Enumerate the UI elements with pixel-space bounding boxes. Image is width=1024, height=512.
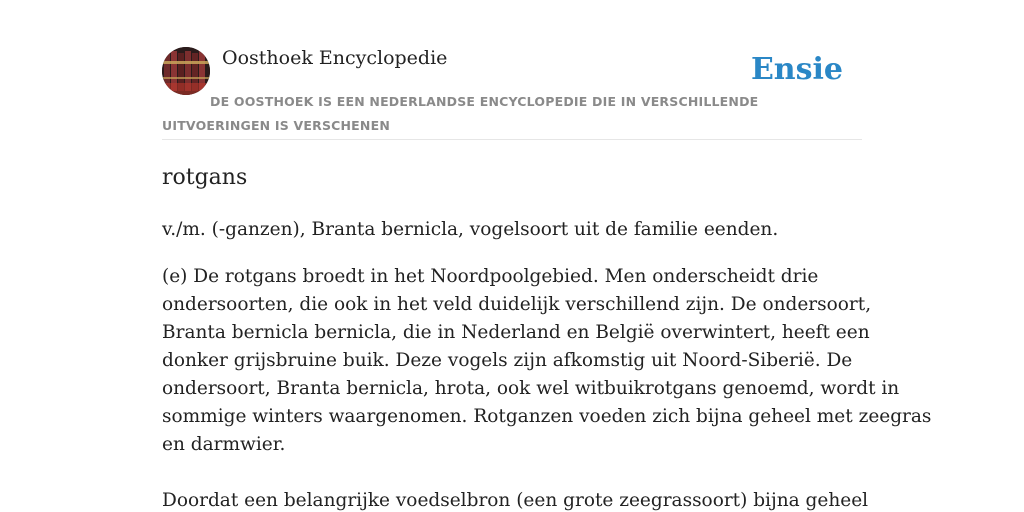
paragraph-line: donker grijsbruine buik. Deze vogels zijn afkomstig uit Noord-Siberië. De <box>162 350 853 371</box>
site-tagline: DE OOSTHOEK IS EEN NEDERLANDSE ENCYCLOPEDIE DIE IN VERSCHILLENDE UITVOERINGEN IS VERSCHENEN <box>162 94 759 133</box>
entry-title: rotgans <box>162 165 248 190</box>
entry-paragraph-continued: Doordat een belangrijke voedselbron (een grote zeegrassoort) bijna geheel <box>162 490 869 511</box>
entry-paragraph <box>162 263 932 459</box>
encyclopedia-books-icon <box>162 47 210 95</box>
entry-definition: v./m. (-ganzen), Branta bernicla, vogelsoort uit de familie eenden. <box>162 219 779 240</box>
paragraph-line: ondersoort, Branta bernicla, hrota, ook wel witbuikrotgans genoemd, wordt in <box>162 378 900 399</box>
paragraph-line: (e) De rotgans broedt in het Noordpoolgebied. Men onderscheidt drie <box>162 266 819 287</box>
paragraph-line: Branta bernicla bernicla, die in Nederland en België overwintert, heeft een <box>162 322 870 343</box>
brand-logo-link[interactable]: Ensie <box>750 52 843 87</box>
site-name-link[interactable]: Oosthoek Encyclopedie <box>222 47 448 69</box>
paragraph-line: en darmwier. <box>162 434 286 455</box>
avatar[interactable] <box>162 47 210 95</box>
paragraph-line: sommige winters waargenomen. Rotganzen voeden zich bijna geheel met zeegras <box>162 406 932 427</box>
paragraph-line: ondersoorten, die ook in het veld duidelijk verschillend zijn. De ondersoort, <box>162 294 872 315</box>
header-divider <box>162 139 862 140</box>
